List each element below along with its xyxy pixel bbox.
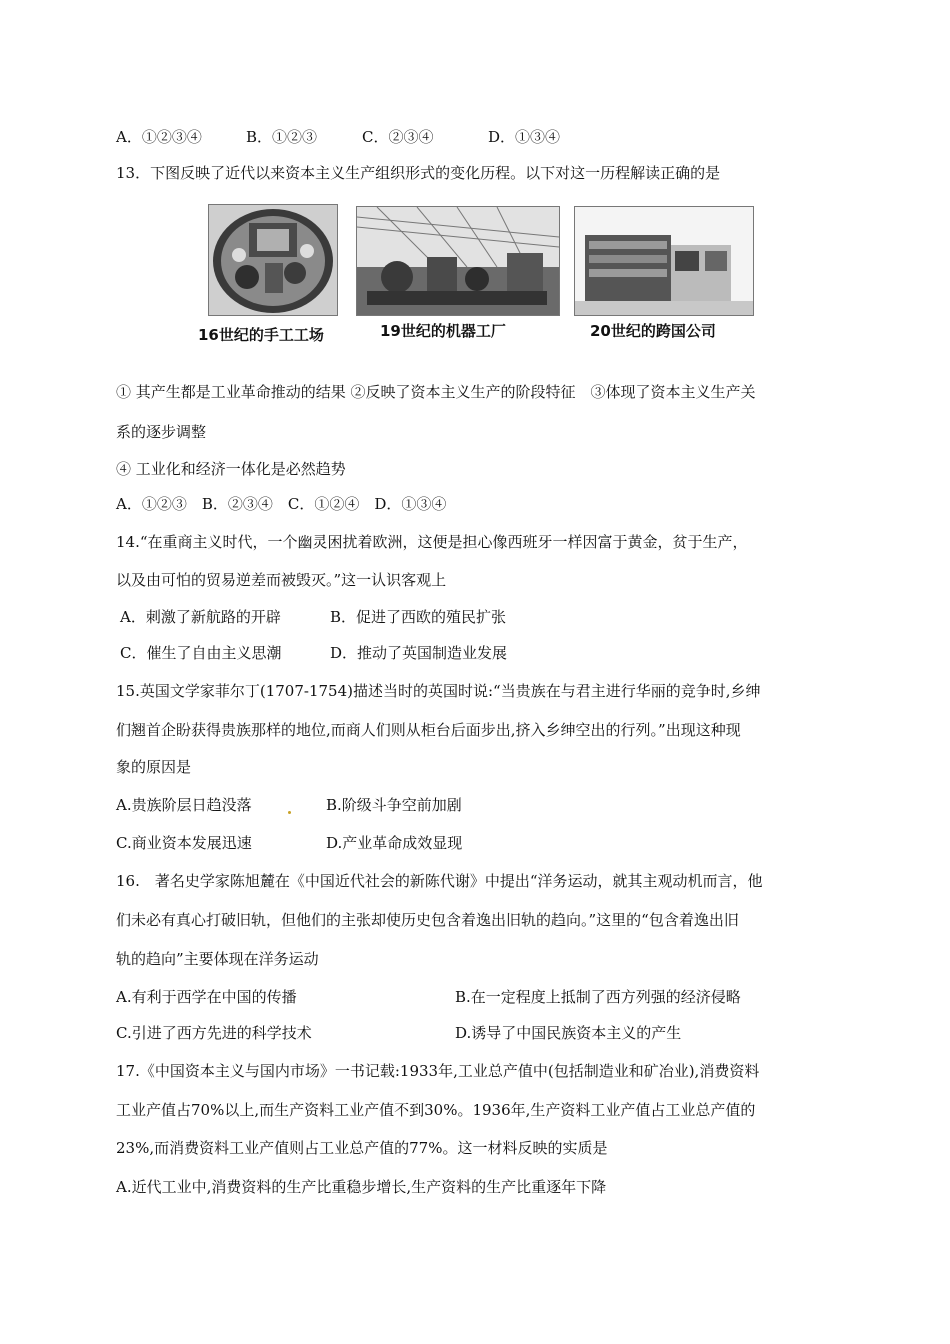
q13-statement-line-2: 系的逐步调整 bbox=[116, 423, 207, 441]
q17-option-a: A.近代工业中,消费资料的生产比重稳步增长,生产资料的生产比重逐年下降 bbox=[116, 1178, 607, 1196]
q14-stem-line-1: 14.“在重商主义时代，一个幽灵困扰着欧洲，这便是担心像西班牙一样因富于黄金，贫于生产， bbox=[116, 533, 748, 551]
workshop-image bbox=[208, 204, 338, 316]
q12-option-b: B．①②③ bbox=[246, 128, 318, 146]
q15-option-c: C.商业资本发展迅速 bbox=[116, 834, 252, 852]
q13-statement-line-1: ① 其产生都是工业革命推动的结果 ②反映了资本主义生产的阶段特征 ③体现了资本主义生产关 bbox=[116, 383, 756, 401]
q14-option-c: C．催生了自由主义思潮 bbox=[120, 644, 282, 662]
q17-stem-line-1: 17.《中国资本主义与国内市场》一书记载:1933年,工业总产值中(包括制造业和矿冶业),消费资料 bbox=[116, 1062, 760, 1080]
q15-option-a: A.贵族阶层日趋没落 bbox=[116, 796, 252, 814]
q16-stem-line-1: 16. 著名史学家陈旭麓在《中国近代社会的新陈代谢》中提出“洋务运动，就其主观动机而言，他 bbox=[116, 872, 763, 890]
caption-multinational-company: 20世纪的跨国公司 bbox=[590, 322, 716, 340]
q14-option-d: D．推动了英国制造业发展 bbox=[330, 644, 508, 662]
q16-option-b: B.在一定程度上抵制了西方列强的经济侵略 bbox=[455, 988, 741, 1006]
q17-stem-line-2: 工业产值占70%以上,而生产资料工业产值不到30%。1936年,生产资料工业产值占工业总产值的 bbox=[116, 1101, 756, 1119]
q15-stem-line-2: 们翘首企盼获得贵族那样的地位,而商人们则从柜台后面步出,挤入乡绅空出的行列。”出现这种现 bbox=[116, 721, 741, 739]
multinational-building-image bbox=[574, 206, 754, 316]
q17-stem-line-3: 23%,而消费资料工业产值则占工业总产值的77%。这一材料反映的实质是 bbox=[116, 1139, 608, 1157]
q13-options: A．①②③ B．②③④ C．①②④ D．①③④ bbox=[116, 495, 447, 513]
q16-option-c: C.引进了西方先进的科学技术 bbox=[116, 1024, 312, 1042]
machine-factory-image bbox=[356, 206, 560, 316]
q15-stem-line-1: 15.英国文学家菲尔丁(1707-1754)描述当时的英国时说:“当贵族在与君主进行华丽的竞争时,乡绅 bbox=[116, 682, 761, 700]
q16-option-d: D.诱导了中国民族资本主义的产生 bbox=[455, 1024, 682, 1042]
q12-option-a: A．①②③④ bbox=[116, 128, 202, 146]
q15-option-d: D.产业革命成效显现 bbox=[326, 834, 463, 852]
caption-handicraft-workshop: 16世纪的手工工场 bbox=[198, 326, 324, 344]
q14-stem-line-2: 以及由可怕的贸易逆差而被毁灭。”这一认识客观上 bbox=[116, 571, 447, 589]
q12-option-d: D．①③④ bbox=[488, 128, 561, 146]
caption-machine-factory: 19世纪的机器工厂 bbox=[380, 322, 506, 340]
q16-stem-line-3: 轨的趋向”主要体现在洋务运动 bbox=[116, 950, 319, 968]
q12-option-c: C．②③④ bbox=[362, 128, 434, 146]
q13-statement-line-3: ④ 工业化和经济一体化是必然趋势 bbox=[116, 460, 346, 478]
stray-dot bbox=[288, 811, 291, 814]
q14-option-a: A．刺激了新航路的开辟 bbox=[120, 608, 281, 626]
q15-option-b: B.阶级斗争空前加剧 bbox=[326, 796, 462, 814]
q13-stem: 13．下图反映了近代以来资本主义生产组织形式的变化历程。以下对这一历程解读正确的是 bbox=[116, 164, 721, 182]
q16-option-a: A.有利于西学在中国的传播 bbox=[116, 988, 297, 1006]
q14-option-b: B．促进了西欧的殖民扩张 bbox=[330, 608, 507, 626]
q16-stem-line-2: 们未必有真心打破旧轨，但他们的主张却使历史包含着逸出旧轨的趋向。”这里的“包含着逸出旧 bbox=[116, 911, 739, 929]
q15-stem-line-3: 象的原因是 bbox=[116, 758, 192, 776]
